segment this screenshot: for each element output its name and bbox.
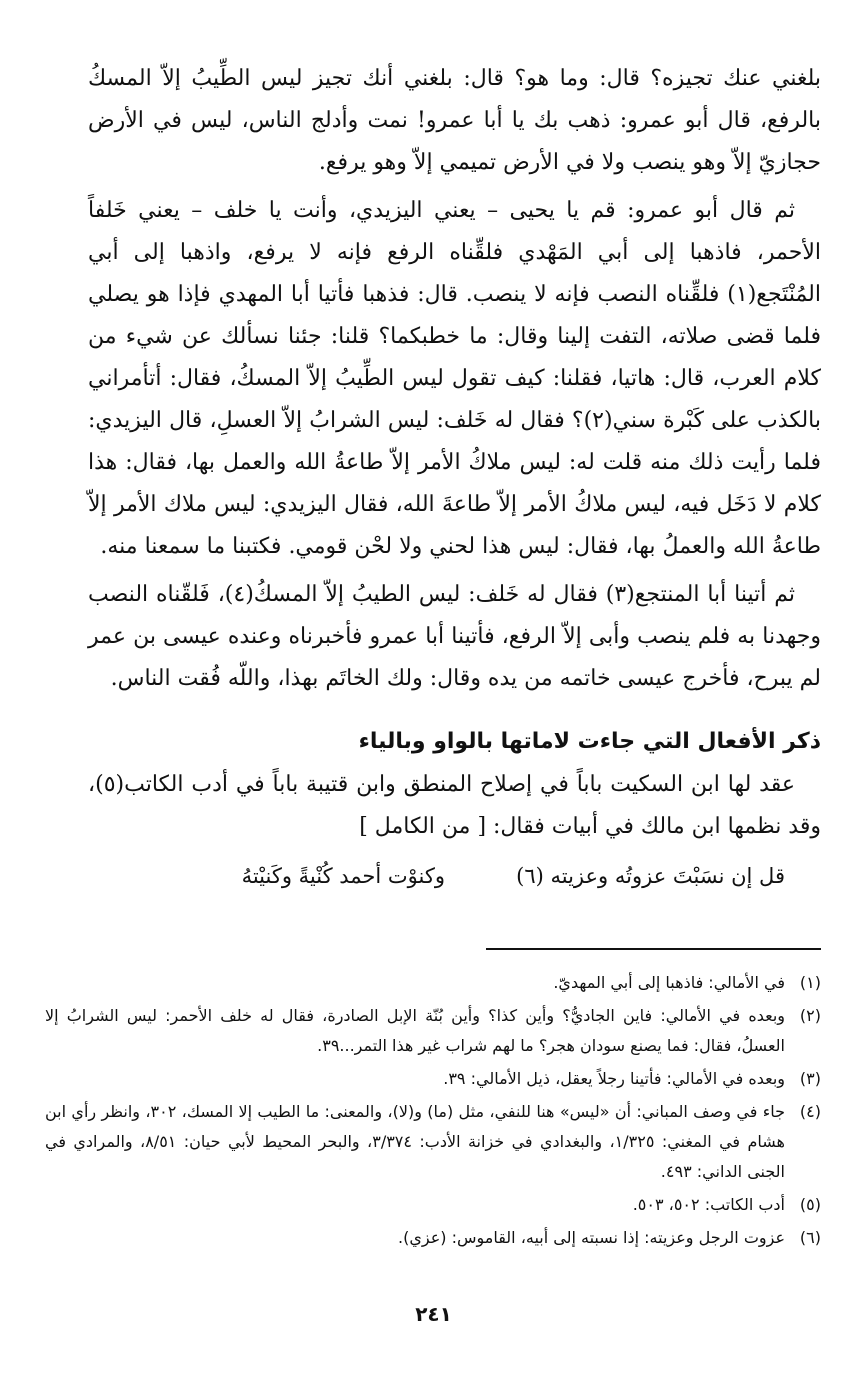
footnote-5 xyxy=(45,1190,821,1220)
section-paragraph: عقد لها ابن السكيت باباً في إصلاح المنطق وابن قتيبة باباً في أدب الكاتب(٥)، وقد نظمها ابن مالك في أبيات فقال: [ من الكامل ] xyxy=(88,772,821,839)
verse-line xyxy=(88,856,821,896)
footnote-separator xyxy=(486,948,821,950)
footnote-3 xyxy=(45,1064,821,1094)
footnote-1 xyxy=(45,968,821,998)
footnotes xyxy=(45,968,821,1256)
footnote-4 xyxy=(45,1097,821,1187)
footnote-2 xyxy=(45,1001,821,1061)
page-number: ٢٤١ xyxy=(415,1302,452,1326)
paragraph-2: ثم قال أبو عمرو: قم يا يحيى – يعني اليزيدي، وأنت يا خلف – يعني خَلفاً الأحمر، فاذهبا إلى أبي المَهْدي فلقِّناه الرفع فإنه لا يرفع، واذهبا إلى أبي المُنْتَجع(١) فلقِّناه النصب فإنه لا ينصب. قال: فذهبا فأتيا أبا المهدي فإذا هو يصلي فلما قضى صلاته، التفت إلينا وقال: ما خطبكما؟ قلنا: جئنا نسألك عن شيء من كلام العرب، قال: هاتيا، فقلنا: كيف تقول ليس الطِّيبُ إلاّ المسكُ، فقال: أتأمراني بالكذب على كَبْرة سني(٢)؟ فقال له خَلف: ليس الشرابُ إلاّ العسلِ، قال اليزيدي: فلما رأيت ذلك منه قلت له: ليس ملاكُ الأمر إلاّ طاعةُ الله والعمل بها، فقال: هذا كلام لا دَخَل فيه، ليس ملاكُ الأمر إلاّ طاعةَ الله، فقال اليزيدي: ليس ملاك الأمر إلاّ طاعةُ الله والعملُ بها، فقال: ليس هذا لحني ولا لحْن قومي. فكتبنا ما سمعنا منه. xyxy=(88,198,821,559)
footnote-number: (٥) xyxy=(799,1195,821,1214)
footnote-text: عزوت الرجل وعزيته: إذا نسبته إلى أبيه، القاموس: (عزي). xyxy=(398,1228,785,1247)
paragraph-1: بلغني عنك تجيزه؟ قال: وما هو؟ قال: بلغني أنك تجيز ليس الطِّيبُ إلاّ المسكُ بالرفع، قال أبو عمرو: ذهب بك يا أبا عمرو! نمت وأدلج الناس، ليس في الأرض حجازيّ إلاّ وهو ينصب ولا في الأرض تميمي إلاّ وهو يرفع. xyxy=(88,66,821,175)
verse-first-hemistich: قل إن نسَبْتَ عزوتُه وعزيته (٦) xyxy=(516,864,785,888)
footnote-text: أدب الكاتب: ٥٠٢، ٥٠٣. xyxy=(632,1195,785,1214)
footnote-text: وبعده في الأمالي: فاين الجاديُّ؟ وأين كذا؟ وأين بُنّة الإبل الصادرة، فقال له خلف الأحمر: ليس الشرابُ إلا العسلُ، فقال: فما يصنع سودان هجر؟ ما لهم شراب غير هذا التمر...٣٩. xyxy=(45,1006,785,1055)
verse-second-hemistich: وكنوْت أحمد كُنْيةً وكَنيْتهُ xyxy=(241,864,445,888)
section-title: ذكر الأفعال التي جاءت لاماتها بالواو وبالياء xyxy=(358,729,821,754)
footnote-number: (٢) xyxy=(799,1006,821,1025)
footnote-number: (٤) xyxy=(799,1102,821,1121)
footnote-text: وبعده في الأمالي: فأتينا رجلاً يعقل، ذيل الأمالي: ٣٩. xyxy=(443,1069,785,1088)
main-text xyxy=(88,58,821,896)
footnote-number: (٦) xyxy=(799,1228,821,1247)
footnote-text: في الأمالي: فاذهبا إلى أبي المهديّ. xyxy=(553,973,785,992)
footnote-number: (١) xyxy=(799,973,821,992)
paragraph-3: ثم أتينا أبا المنتجع(٣) فقال له خَلف: ليس الطيبُ إلاّ المسكُ(٤)، فَلقّناه النصب وجهدنا به فلم ينصب وأبى إلاّ الرفع، فأتينا أبا عمرو فأخبرناه وعنده عيسى بن عمر لم يبرح، فأخرج عيسى خاتمه من يده وقال: ولك الخاتَم بهذا، واللّه فُقت الناس. xyxy=(88,582,821,691)
footnote-number: (٣) xyxy=(799,1069,821,1088)
footnote-text: جاء في وصف المباني: أن «ليس» هنا للنفي، مثل (ما) و(لا)، والمعنى: ما الطيب إلا المسك، ٣٠٢، وانظر رأي ابن هشام في المغني: ١/٣٢٥، والبغدادي في خزانة الأدب: ٣/٣٧٤، والبحر المحيط لأبي حيان: ٨/٥١، والمرادي في الجنى الداني: ٤٩٣. xyxy=(45,1102,786,1181)
footnote-6 xyxy=(45,1223,821,1253)
